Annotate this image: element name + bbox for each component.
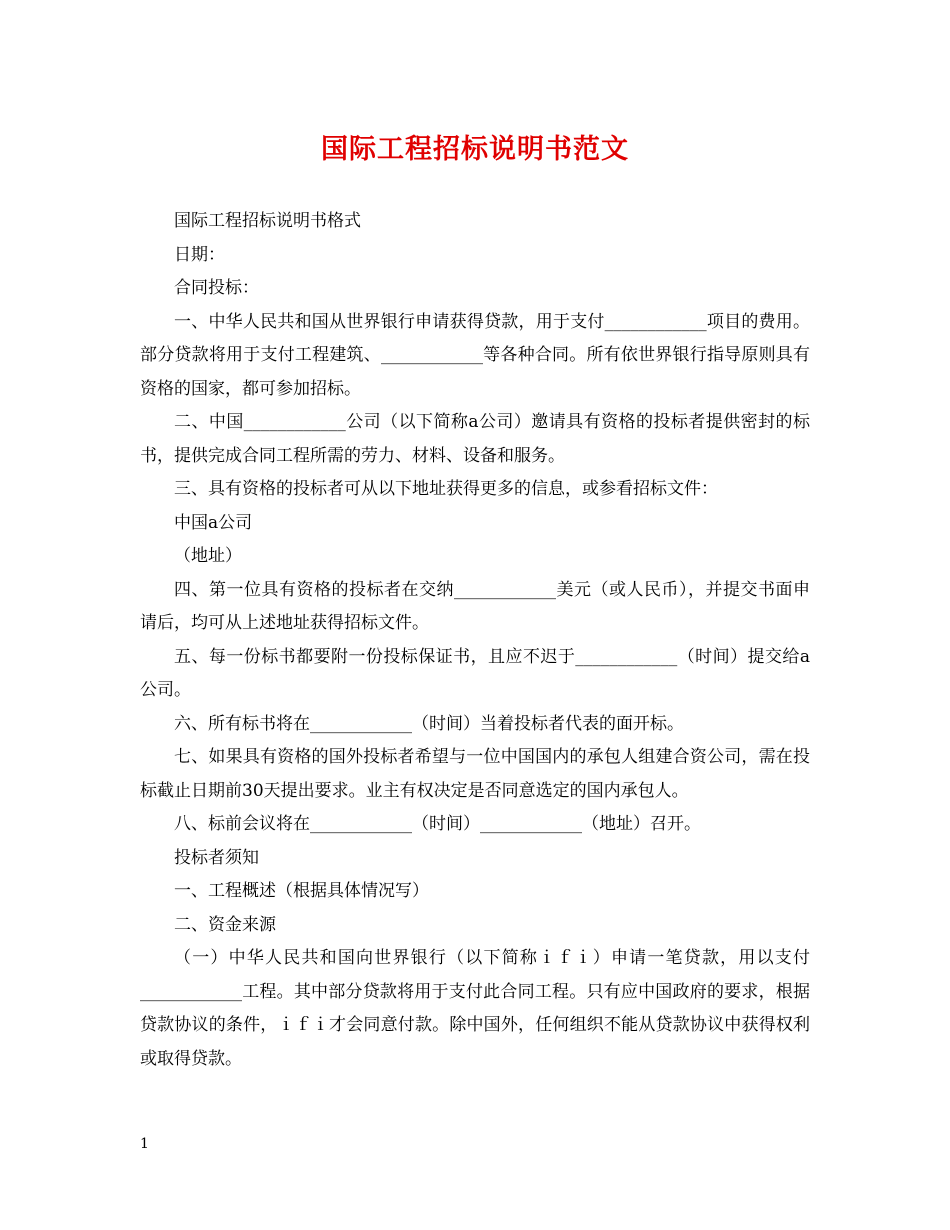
paragraph-project-overview: 一、工程概述（根据具体情况写）: [174, 881, 429, 901]
paragraph-date: 日期：: [174, 244, 225, 265]
paragraph-item-1: 一、中华人民共和国从世界银行申请获得贷款，用于支付____________项目的费用。部分贷款将用于支付工程建筑、____________等各种合同。所有依世界银行指导原则具有资格的国家，都可参加招标。: [140, 311, 810, 399]
paragraph-funding-detail: （一）中华人民共和国向世界银行（以下简称ｉｆｉ）申请一笔贷款，用以支付____________工程。其中部分贷款将用于支付此合同工程。只有应中国政府的要求，根据贷款协议的条件，ｉｆｉ才会同意付款。除中国外，任何组织不能从贷款协议中获得权利或取得贷款。: [140, 948, 810, 1069]
document-title: 国际工程招标说明书范文: [321, 134, 629, 165]
paragraph-funding-source: 二、资金来源: [174, 914, 276, 935]
document-body: [140, 205, 810, 1076]
paragraph-item-6: 六、所有标书将在____________（时间）当着投标者代表的面开标。: [174, 713, 684, 734]
paragraph-item-4: 四、第一位具有资格的投标者在交纳____________美元（或人民币），并提交书面申请后，均可从上述地址获得招标文件。: [140, 579, 810, 633]
paragraph-item-5: 五、每一份标书都要附一份投标保证书，且应不迟于____________（时间）提交给a公司。: [140, 646, 810, 700]
paragraph-item-2: 二、中国____________公司（以下简称a公司）邀请具有资格的投标者提供密封的标书，提供完成合同工程所需的劳力、材料、设备和服务。: [140, 412, 810, 466]
paragraph-item-8: 八、标前会议将在____________（时间）____________（地址）召开。: [174, 814, 701, 834]
paragraph-company-name: 中国a公司: [174, 512, 253, 533]
paragraph-bidder-notice: 投标者须知: [174, 847, 259, 868]
paragraph-contract-bidding: 合同投标：: [174, 278, 259, 298]
paragraph-address: （地址）: [174, 546, 242, 566]
paragraph-item-7: 七、如果具有资格的国外投标者希望与一位中国国内的承包人组建合资公司，需在投标截止日期前30天提出要求。业主有权决定是否同意选定的国内承包人。: [140, 747, 810, 801]
paragraph-item-3: 三、具有资格的投标者可从以下地址获得更多的信息，或参看招标文件：: [174, 479, 718, 499]
paragraph-format-heading: 国际工程招标说明书格式: [174, 211, 361, 231]
page-number: 1: [140, 1136, 149, 1152]
